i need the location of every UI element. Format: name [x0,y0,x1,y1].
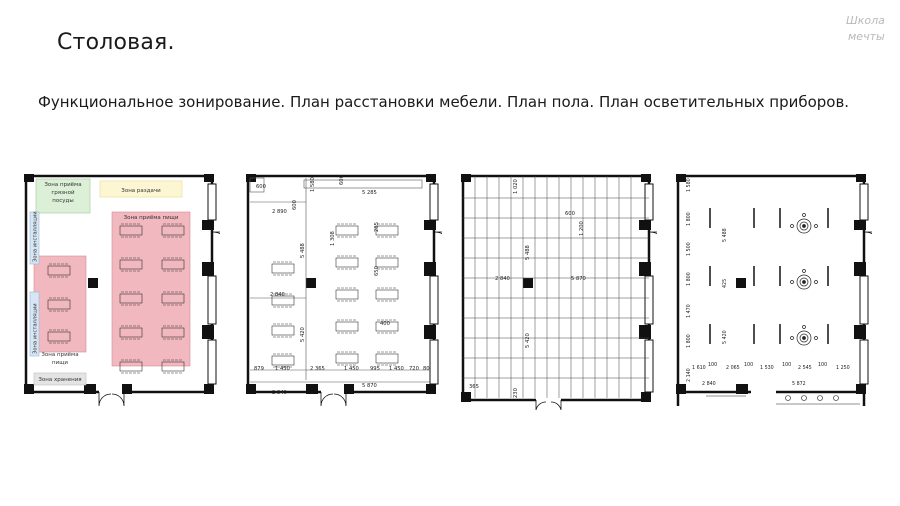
floor-dim-5420: 5 420 [525,333,531,348]
light-dim-2840: 2 840 [702,382,716,387]
tile-grid [463,176,649,398]
light-dim-left-3: 1 500 [687,242,692,256]
zone-serving: Зона раздачи [121,188,161,194]
zone-storage: Зона хранения [38,377,82,383]
light-dim-left-1: 1 580 [687,178,692,192]
light-dim-5420: 5 420 [723,330,728,344]
dim-400: 400 [380,321,390,327]
light-dim-left-2: 1 800 [687,212,692,226]
logo-line-1: Школа [846,14,885,27]
light-dim-left-6: 1 800 [687,334,692,348]
light-dim-left-4: 1 800 [687,272,692,286]
zone-meal-left-line1: Зона приёма [41,352,79,358]
dim-bottom-5: 995 [370,366,380,372]
floor-dim-5870: 5 870 [571,276,586,282]
dim-285: 285 [374,222,380,232]
floor-dim-2840: 2 840 [495,276,510,282]
school-logo [844,10,892,46]
light-dim-bottom-3: 2 065 [726,366,740,371]
light-dim-left-7: 2 140 [687,368,692,382]
dim-2890: 2 890 [272,209,287,215]
dim-2840-mid: 2 840 [270,292,285,298]
zone-meal-main: Зона приёма пищи [123,215,179,221]
light-dim-bottom-2: 100 [708,363,718,368]
light-dim-bottom-5: 1 530 [760,366,774,371]
light-dim-bottom-9: 1 250 [836,366,850,371]
dim-600-b: 600 [339,175,345,185]
dim-5420: 5 420 [300,327,306,342]
furniture-plan [246,170,442,410]
dim-bottom-7: 720 [409,366,419,372]
light-dim-425: 425 [723,278,728,288]
light-dim-5872: 5 872 [792,382,806,387]
dim-1580: 1 580 [310,177,316,192]
dim-1308: 1 308 [330,231,336,246]
dim-bottom-3: 2 365 [310,366,325,372]
floor-plan [461,170,657,410]
floor-dim-5488: 5 488 [525,245,531,260]
page-title: Столовая. [57,30,175,55]
zone-install-top: Зона инсталляции [32,211,39,262]
dim-2840-bottom: 2 840 [272,390,287,396]
zone-dirty-dishes-line2: грязной [51,190,75,196]
dim-bottom-1: 879 [254,366,264,372]
dim-600-a: 600 [256,184,266,190]
light-dim-bottom-7: 2 545 [798,366,812,371]
light-dim-bottom-4: 100 [744,363,754,368]
dim-bottom-8: 80 [423,366,430,372]
light-dim-left-5: 1 470 [687,304,692,318]
dim-5285: 5 285 [362,190,377,196]
dim-5488: 5 488 [300,243,306,258]
dim-600-c: 600 [292,200,298,210]
zone-dirty-dishes-line3: посуды [52,198,74,204]
dim-bottom-2: 1 450 [275,366,290,372]
page-subtitle: Функциональное зонирование. План расстановки мебели. План пола. План осветительных приборов. [38,93,850,111]
lighting-plan [676,170,872,410]
zone-install-bottom: Зона инсталляции [32,303,39,354]
floor-dim-1020: 1 020 [513,179,519,194]
dim-bottom-6: 1 450 [389,366,404,372]
dim-650: 650 [374,266,380,276]
pendant-lamps [791,214,818,346]
light-dim-bottom-1: 1 610 [692,366,706,371]
zone-dirty-dishes-line1: Зона приёма [44,182,82,188]
floor-dim-365: 365 [469,384,479,390]
light-dim-bottom-8: 100 [818,363,828,368]
zoning-plan [24,170,220,410]
dim-5870: 5 870 [362,383,377,389]
floor-dim-600: 600 [565,211,575,217]
light-dim-bottom-6: 100 [782,363,792,368]
logo-line-2: мечты [848,30,885,43]
floor-dim-1200: 1 200 [579,221,585,236]
dim-bottom-4: 1 450 [344,366,359,372]
floor-dim-230: 230 [513,388,519,398]
light-dim-5488: 5 488 [723,228,728,242]
zone-meal-left-line2: пищи [52,360,68,366]
